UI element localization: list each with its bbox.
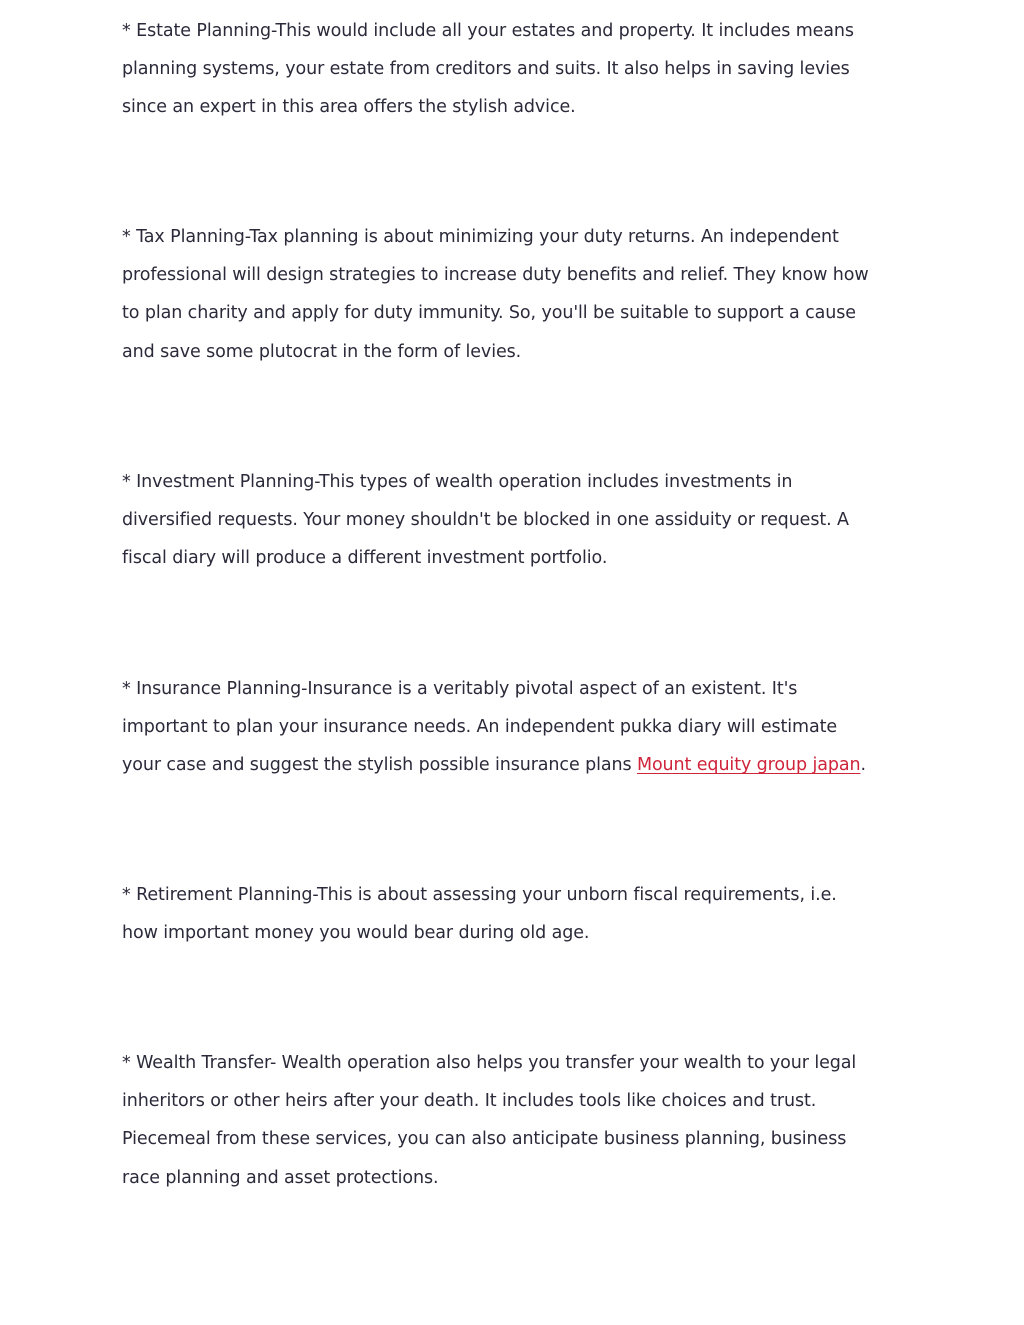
text-line: since an expert in this area offers the stylish advice. — [122, 97, 576, 118]
text-segment: your case and suggest the stylish possible insurance plans — [122, 755, 637, 776]
text-line: Piecemeal from these services, you can also anticipate business planning, business — [122, 1129, 847, 1150]
paragraph-estate-planning — [122, 12, 912, 127]
text-line: important to plan your insurance needs. An independent pukka diary will estimate — [122, 717, 838, 738]
paragraph-investment-planning — [122, 463, 912, 578]
text-segment: . — [860, 755, 866, 776]
text-line: * Investment Planning-This types of wealth operation includes investments in — [122, 472, 793, 492]
mount-equity-group-japan-link[interactable]: Mount equity group japan — [636, 755, 861, 776]
paragraph-wealth-transfer — [122, 1044, 912, 1197]
text-line: to plan charity and apply for duty immunity. So, you'll be suitable to support a cause — [122, 303, 856, 324]
text-line: diversified requests. Your money shouldn't be blocked in one assiduity or request. A — [122, 510, 849, 531]
text-line: * Retirement Planning-This is about assessing your unborn fiscal requirements, i.e. — [122, 885, 837, 905]
paragraph-retirement-planning — [122, 876, 912, 952]
text-line: professional will design strategies to increase duty benefits and relief. They know how — [122, 265, 869, 286]
text-line: race planning and asset protections. — [122, 1167, 439, 1188]
text-line: * Wealth Transfer- Wealth operation also helps you transfer your wealth to your legal — [122, 1053, 857, 1073]
paragraph-insurance-planning — [122, 670, 912, 785]
text-line: * Tax Planning-Tax planning is about minimizing your duty returns. An independent — [122, 227, 839, 247]
text-line: and save some plutocrat in the form of levies. — [122, 341, 522, 362]
paragraph-tax-planning — [122, 218, 912, 371]
text-line: * Estate Planning-This would include all your estates and property. It includes means — [122, 21, 854, 41]
text-line-with-link — [122, 746, 912, 784]
text-line: how important money you would bear during old age. — [122, 923, 590, 944]
text-line: planning systems, your estate from creditors and suits. It also helps in saving levies — [122, 59, 850, 80]
text-line: fiscal diary will produce a different investment portfolio. — [122, 548, 608, 569]
text-line: inheritors or other heirs after your death. It includes tools like choices and trust. — [122, 1091, 817, 1112]
text-line: * Insurance Planning-Insurance is a veritably pivotal aspect of an existent. It's — [122, 679, 798, 699]
